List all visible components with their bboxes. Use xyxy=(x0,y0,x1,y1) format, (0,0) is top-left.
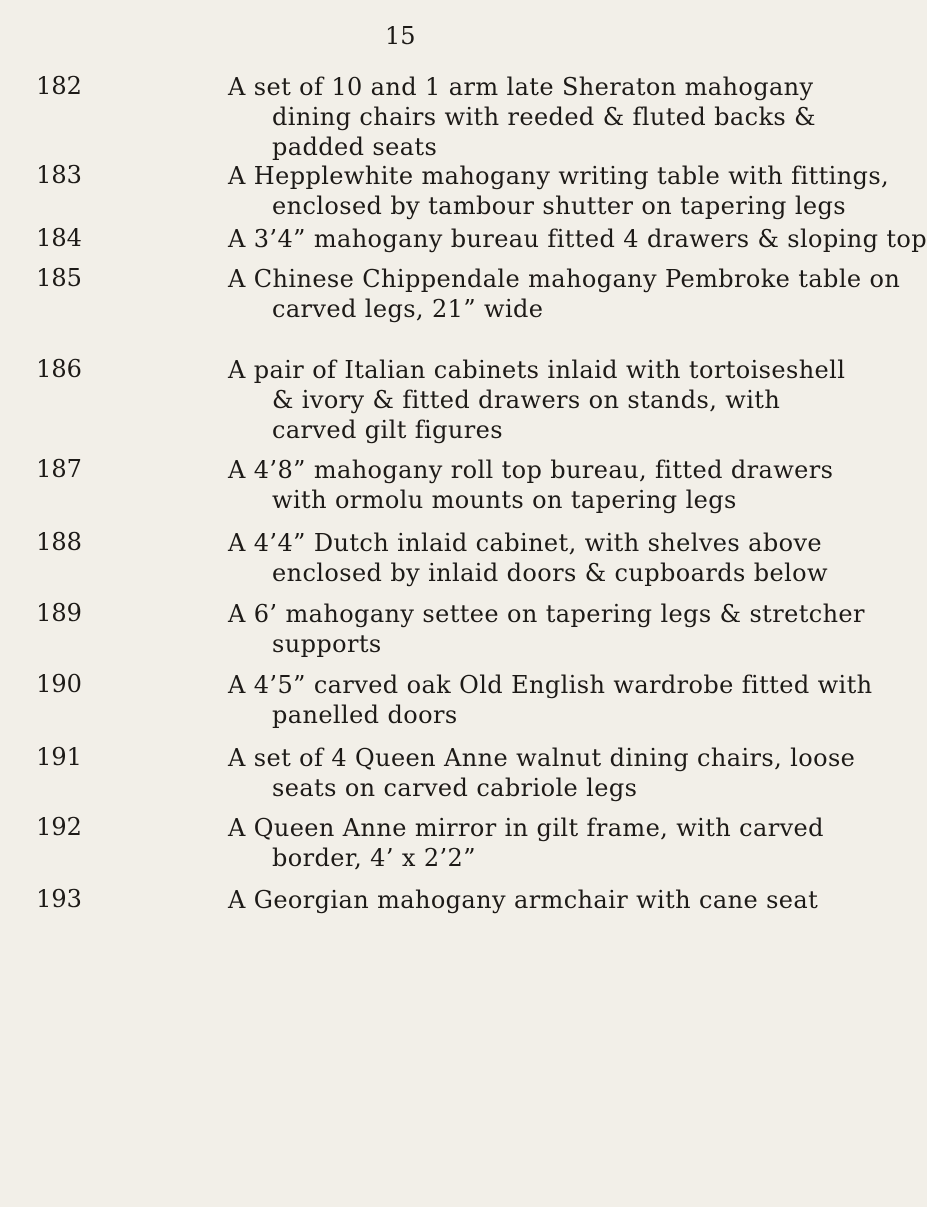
lot-number: 193 xyxy=(36,885,82,913)
lot-description-line: A set of 10 and 1 arm late Sheraton mahogany xyxy=(228,73,814,101)
lot-description xyxy=(228,599,865,659)
lot-description xyxy=(228,885,819,915)
lot-description-line: carved legs, 21” wide xyxy=(272,295,544,323)
lot-description-line: & ivory & fitted drawers on stands, with xyxy=(272,386,781,414)
lot-number: 185 xyxy=(36,264,82,292)
lot-number: 187 xyxy=(36,455,82,483)
lot-description-line: A Queen Anne mirror in gilt frame, with carved xyxy=(228,814,824,842)
lot-description xyxy=(228,528,828,588)
lot-description xyxy=(228,355,846,445)
lot-description-line: A pair of Italian cabinets inlaid with tortoiseshell xyxy=(228,356,846,384)
lot-description-line: A 4’4” Dutch inlaid cabinet, with shelves above xyxy=(228,529,823,557)
lot-description xyxy=(228,264,901,324)
lot-description xyxy=(228,813,824,873)
lot-description-line: A Georgian mahogany armchair with cane seat xyxy=(228,886,819,914)
lot-description-line: enclosed by inlaid doors & cupboards below xyxy=(272,559,828,587)
lot-description xyxy=(228,72,816,162)
lot-number: 186 xyxy=(36,355,82,383)
lot-description-line: padded seats xyxy=(272,133,438,161)
lot-description-line: supports xyxy=(272,630,382,658)
lot-description-line: A Hepplewhite mahogany writing table with fittings, xyxy=(228,162,890,190)
lot-description-line: dining chairs with reeded & fluted backs & xyxy=(272,103,816,131)
lot-description-line: seats on carved cabriole legs xyxy=(272,774,638,802)
lot-description-line: enclosed by tambour shutter on tapering legs xyxy=(272,192,847,220)
lot-description xyxy=(228,670,873,730)
lot-description-line: with ormolu mounts on tapering legs xyxy=(272,486,737,514)
lot-description-line: panelled doors xyxy=(272,701,458,729)
lot-description-line: A set of 4 Queen Anne walnut dining chairs, loose xyxy=(228,744,856,772)
lot-description-line: A 4’8” mahogany roll top bureau, fitted drawers xyxy=(228,456,834,484)
lot-number: 189 xyxy=(36,599,82,627)
page-number: 15 xyxy=(385,22,416,50)
lot-number: 191 xyxy=(36,743,82,771)
lot-description xyxy=(228,743,856,803)
lot-description xyxy=(228,224,927,254)
lot-number: 184 xyxy=(36,224,82,252)
lot-description-line: A 3’4” mahogany bureau fitted 4 drawers & sloping top xyxy=(228,225,927,253)
lot-description-line: A Chinese Chippendale mahogany Pembroke table on xyxy=(228,265,901,293)
lot-number: 183 xyxy=(36,161,82,189)
lot-number: 188 xyxy=(36,528,82,556)
lot-number: 190 xyxy=(36,670,82,698)
lot-description-line: A 4’5” carved oak Old English wardrobe fitted with xyxy=(228,671,873,699)
lot-description-line: carved gilt figures xyxy=(272,416,503,444)
lot-description xyxy=(228,161,890,221)
lot-number: 182 xyxy=(36,72,82,100)
lot-number: 192 xyxy=(36,813,82,841)
lot-description-line: border, 4’ x 2’2” xyxy=(272,844,476,872)
lot-description-line: A 6’ mahogany settee on tapering legs & stretcher xyxy=(228,600,865,628)
lot-description xyxy=(228,455,834,515)
